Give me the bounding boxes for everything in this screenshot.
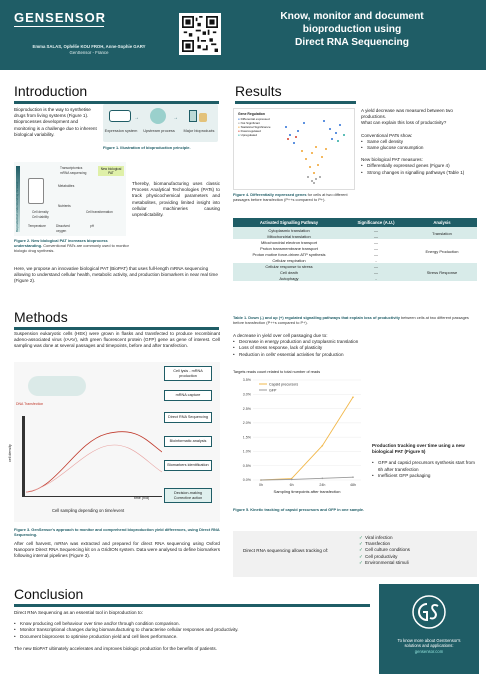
y-tick-label: 2.5% bbox=[242, 406, 251, 411]
logo-underline bbox=[14, 26, 104, 27]
cta-line-1: To know more about GenSensor's bbox=[397, 638, 461, 643]
legend-ns-label: Not Significant bbox=[240, 121, 260, 125]
legend-up: ● Upregulated bbox=[238, 133, 258, 137]
chart-title: Targets reads count related to total number of reads bbox=[233, 370, 321, 374]
list-item: • Loss of stress response, lack of plasticity bbox=[233, 345, 477, 351]
results-heading: Results bbox=[235, 83, 282, 99]
arrow-right-icon: → bbox=[134, 115, 139, 121]
fig2-axis-label: Bioproduction understanding increase bbox=[15, 181, 19, 232]
y-tick-label: 0.0% bbox=[242, 478, 251, 483]
list-item: • Strong changes in signalling pathways (Table 1) bbox=[361, 170, 476, 176]
fig2-label-viability: Cell viability bbox=[32, 215, 49, 219]
y-tick-label: 1.5% bbox=[242, 435, 251, 440]
fig2-label-cell-density: Cell density bbox=[32, 210, 49, 214]
data-point bbox=[291, 479, 293, 481]
x-tick-label: 24h bbox=[319, 483, 326, 487]
fig3-ylabel: cell density bbox=[8, 444, 12, 462]
list-item: • Inefficient GFP packaging bbox=[372, 473, 477, 479]
y-tick-label: 3.0% bbox=[242, 392, 251, 397]
gs-logo-icon bbox=[411, 594, 447, 630]
table-cell: Mitochondrial electron transport bbox=[233, 239, 345, 245]
affiliation: GenSensor - France bbox=[69, 50, 109, 55]
table-cell: Proton motive force-driven ATP synthesis bbox=[233, 251, 345, 257]
bioreactor-icon bbox=[150, 108, 166, 124]
introduction-section bbox=[14, 83, 219, 104]
results-new-pat-title: New biological PAT measures: bbox=[361, 157, 423, 163]
list-item: ✓ Cell productivity bbox=[359, 554, 469, 560]
conclusion-body bbox=[14, 610, 370, 652]
list-item: • Decrease in energy production and cytoplasmic translation bbox=[233, 339, 477, 345]
list-item: • Know producing cell behaviour over time and/or through condition comparison. bbox=[14, 621, 370, 627]
list-item: • Same glucose consumption bbox=[361, 145, 476, 151]
fig2-label-ph: pH bbox=[90, 224, 95, 228]
conclusion-rule bbox=[14, 604, 370, 607]
capsule-icon bbox=[199, 113, 207, 122]
fig2-caption-title: Figure 2. New biological PAT increases bioprocess understanding. bbox=[14, 238, 108, 248]
decrease-list bbox=[233, 339, 477, 358]
title-line-2: bioproduction using bbox=[302, 24, 402, 35]
y-tick-label: 3.5% bbox=[242, 378, 251, 383]
figure-5-chart bbox=[233, 370, 367, 504]
table-cell: — bbox=[345, 227, 407, 233]
pipeline-step-lysis: Cell lysis - mRNA production bbox=[164, 366, 212, 381]
tracking-list bbox=[372, 460, 477, 479]
fig1-caption-title: Figure 1. Illustration of bioproduction principle. bbox=[103, 145, 191, 150]
fig4-caption-title: Figure 4. Differentially expressed genes bbox=[233, 192, 307, 197]
methods-paragraph-2: After cell harvest, mRNA was extracted and prepared for direct RNA sequencing using Oxford Nanopore Direct RNA Sequencing kit on a GridION system. Data were analysed to define biomarkers following internal pipelines (Figure 3). bbox=[14, 541, 220, 559]
table-cell: Cytoplasmic translation bbox=[233, 227, 345, 233]
fig2-caption-text: Conventional PATs are commonly used to monitor biologic drug synthesis. bbox=[14, 243, 129, 253]
methods-section bbox=[14, 285, 219, 330]
results-section bbox=[235, 83, 356, 104]
cta-line-2: solutions and applications: bbox=[404, 643, 454, 649]
conclusion-section bbox=[14, 586, 370, 607]
flask-icon bbox=[28, 178, 44, 204]
qr-code-icon bbox=[182, 16, 218, 52]
fig1-label-expression: Expression system bbox=[104, 128, 138, 133]
table-cell: - bbox=[345, 275, 407, 281]
tracking-title: Production tracking over time using a new biological PAT (Figure 5) bbox=[372, 443, 465, 455]
fig2-label-transcriptomics: Transcriptomics mRNA sequencing bbox=[60, 166, 87, 175]
title-line-1: Know, monitor and document bbox=[280, 11, 424, 22]
data-point bbox=[352, 476, 354, 478]
fig3-xlabel: time (h/d) bbox=[134, 496, 150, 500]
legend-stat-label: Statistical Significance bbox=[240, 125, 271, 129]
results-line-2: What can explain this loss of productivity? bbox=[361, 120, 447, 126]
x-tick-label: 6h bbox=[289, 483, 294, 487]
x-tick-label: 0h bbox=[259, 483, 263, 487]
y-tick-label: 2.0% bbox=[242, 421, 251, 426]
intro-paragraph-2: Thereby, biomanufacturing uses classic Process Analytical Technologies (PATs) to track physicochemical parameters and metabolites, providing limited insight into cellular machineries causing unpredictability. bbox=[132, 181, 220, 218]
legend-statistical: ● Statistical Significance bbox=[238, 125, 271, 129]
authors: Emma SALAS, Ophélie KOU FROH, Anne-Sophie GARY bbox=[32, 44, 146, 49]
allows-text: Direct RNA sequencing allows tracking of: bbox=[243, 548, 329, 553]
conclusion-heading: Conclusion bbox=[14, 586, 84, 602]
decrease-intro: A decrease in yield over cell passaging due to: bbox=[233, 333, 328, 338]
pipeline-step-biomarkers: Biomarkers identification bbox=[164, 460, 212, 471]
gensensor-logo: GENSENSOR bbox=[14, 10, 107, 25]
data-point bbox=[260, 479, 262, 481]
pipeline-step-decision: Decision-making Corrective action bbox=[164, 488, 212, 503]
table-cell-analysis: Energy Production bbox=[407, 239, 477, 263]
volcano-legend-title: Gene Regulation bbox=[238, 112, 265, 116]
pipeline-step-bioinformatics: Bioinformatic analysis bbox=[164, 436, 212, 447]
cta-url-link[interactable]: gensensor.com bbox=[414, 648, 444, 654]
legend-differential: ● Differential expressed bbox=[238, 117, 270, 121]
list-item: • GFP and capsid precursors synthesis start from 6h after transfection bbox=[372, 460, 477, 472]
fig5-caption-title: Figure 5. Kinetic tracking of capsid precursors and GFP in one sample. bbox=[233, 507, 365, 512]
list-item: • Same cell density bbox=[361, 139, 476, 145]
pipeline-step-sequencing: Direct RNA Sequencing bbox=[164, 412, 212, 423]
fig2-label-metabolites: Metabolites bbox=[58, 184, 75, 188]
results-conventional-title: Conventional PATs show: bbox=[361, 132, 413, 138]
fig4-caption-text: for cells at two different passages before transfection (P++s compared to P+). bbox=[233, 192, 348, 202]
fig3-caption-title: Figure 3. GenSensor's approach to monitor and comprehend bioproduction yield differences, using Direct RNA Sequencing. bbox=[14, 527, 220, 537]
volcano-legend bbox=[238, 117, 271, 137]
figure-3-caption bbox=[14, 527, 220, 537]
figure-4-caption bbox=[233, 192, 357, 202]
conclusion-intro: Direct RNA Sequencing as an essential tool in bioproduction to: bbox=[14, 610, 143, 615]
table-cell: — bbox=[345, 233, 407, 239]
table-cell-analysis: Translation bbox=[407, 227, 477, 239]
list-item: • Document bioprocess to optimise production yield and cell lines performance. bbox=[14, 634, 370, 640]
allows-list bbox=[359, 535, 469, 566]
fig3-sampling-label: Cell sampling depending on time/event bbox=[52, 508, 125, 513]
figure-3 bbox=[8, 362, 220, 522]
legend-down-label: Downregulated bbox=[240, 129, 261, 133]
qr-code[interactable] bbox=[179, 13, 221, 55]
table-header-significance: Significance (A.U.) bbox=[345, 218, 407, 227]
list-item: ✓ Environmental stimuli bbox=[359, 560, 469, 566]
data-point bbox=[322, 477, 324, 479]
figure-4-volcano-plot bbox=[233, 108, 355, 190]
table-cell: Cell death bbox=[233, 269, 345, 275]
data-point bbox=[352, 396, 354, 398]
methods-paragraph-1: Suspension eukaryotic cells (HEK) were grown in flasks and transfected to produce recombinant adeno-associated virus (rAAV), with green fluorescent protein (GFP) gene as gene of interest. Cell sampling was done at several passages and timepoints, before and after transfection. bbox=[14, 331, 220, 349]
conclusion-final: The new BioPAT ultimately accelerates and improves biologic production for the benefits of patients. bbox=[14, 645, 217, 651]
table-cell-analysis: Stress Response bbox=[407, 263, 477, 281]
table-1-caption bbox=[233, 315, 477, 325]
conventional-pat-list bbox=[361, 139, 476, 151]
drug-vial-icon bbox=[189, 110, 197, 122]
figure-1-caption bbox=[103, 145, 218, 150]
fig1-label-bioproducts: Major bioproducts bbox=[183, 128, 215, 133]
methods-heading: Methods bbox=[14, 309, 68, 325]
intro-paragraph-1: Bioproduction is the way to synthetise drugs from living systems (Figure 1). Bioprocesses development and monitoring is a challenge due to inherent biological variability. bbox=[14, 107, 97, 137]
legend-differential-label: Differential expressed bbox=[240, 117, 270, 121]
legend-up-label: Upregulated bbox=[240, 133, 258, 137]
y-tick-label: 1.0% bbox=[242, 449, 251, 454]
table-cell: Proton transmembrane transport bbox=[233, 245, 345, 251]
signalling-table bbox=[233, 218, 477, 281]
arrow-right-icon: → bbox=[173, 115, 178, 121]
data-point bbox=[322, 445, 324, 447]
figure-2 bbox=[14, 162, 126, 236]
intro-paragraph-3: Here, we propose an innovative biological PAT (BioPAT) that uses full-length mRNA sequencing allowing to understand cellular health, metabolic activity, and production biomarkers in near real time (Figure 2). bbox=[14, 266, 218, 284]
x-tick-label: 48h bbox=[350, 483, 356, 487]
figure-1 bbox=[103, 104, 218, 142]
table-header-analysis: Analysis bbox=[407, 218, 477, 227]
table-cell: Mitochondrial translation bbox=[233, 233, 345, 239]
y-tick-label: 0.5% bbox=[242, 463, 251, 468]
figure-5-caption bbox=[233, 507, 367, 512]
results-findings bbox=[361, 108, 476, 176]
table-header-pathway: Activated Signalling Pathway bbox=[233, 218, 345, 227]
gensensor-cta-panel[interactable] bbox=[379, 584, 479, 674]
table-cell: — bbox=[345, 263, 407, 269]
poster-title bbox=[236, 10, 468, 49]
series-line bbox=[261, 477, 353, 480]
volcano-points bbox=[274, 113, 354, 187]
results-line-1: A yield decrease was measured between two productions. bbox=[361, 108, 453, 120]
methods-rule bbox=[14, 327, 219, 330]
list-item: • Monitor transcriptional changes during biomanufacturing to characterise cellular responses and productivity. bbox=[14, 627, 370, 633]
table-cell: Cellular respiration bbox=[233, 257, 345, 263]
conclusion-list bbox=[14, 621, 370, 640]
fig2-label-temperature: Temperature bbox=[28, 224, 46, 228]
title-line-3: Direct RNA Sequencing bbox=[295, 37, 409, 48]
table-cell: — bbox=[345, 269, 407, 275]
table-caption-title: Table 1. Down (-) and up (+) regulated signalling pathways that explain loss of productivity bbox=[233, 315, 400, 320]
x-axis-label: Sampling timepoints after transfection bbox=[273, 489, 341, 494]
list-item: ✓ Cell culture conditions bbox=[359, 547, 469, 553]
table-cell: Autophagy bbox=[233, 275, 345, 281]
legend-not-significant: ● Not Significant bbox=[238, 121, 260, 125]
pipeline bbox=[164, 362, 214, 518]
fig2-label-new-pat: New biological PAT bbox=[98, 166, 124, 176]
fig2-label-oxygen: Dissolved oxygen bbox=[56, 224, 70, 233]
growth-curve bbox=[26, 422, 162, 496]
table-cell: - bbox=[345, 257, 407, 263]
table-cell: — bbox=[345, 251, 407, 257]
table-cell: Cellular response to stress bbox=[233, 263, 345, 269]
cell-cluster-icon bbox=[28, 376, 86, 396]
list-item: • Differentially expressed genes (Figure 4) bbox=[361, 163, 476, 169]
legend-label: GFP bbox=[269, 388, 277, 393]
tracking-block bbox=[372, 443, 477, 479]
pipeline-step-capture: mRNA capture bbox=[164, 390, 212, 401]
cell-icon bbox=[109, 110, 131, 122]
table-header-row bbox=[233, 218, 477, 227]
list-item: ✓ Transfection bbox=[359, 541, 469, 547]
fig3-transfection-label: DNA Transfection bbox=[16, 402, 44, 406]
introduction-heading: Introduction bbox=[14, 83, 88, 99]
list-item: ✓ Viral infection bbox=[359, 535, 469, 541]
line-chart bbox=[233, 376, 367, 500]
decrease-block bbox=[233, 333, 477, 358]
legend-down: ● Downregulated bbox=[238, 129, 261, 133]
fig1-label-upstream: Upstream process bbox=[143, 128, 175, 133]
table-cell: — bbox=[345, 239, 407, 245]
series-line bbox=[261, 397, 353, 480]
tracking-box bbox=[233, 531, 477, 577]
y-axis bbox=[22, 416, 25, 496]
table-caption-text: between cells at two different passages before transfection (P++s compared to P+). bbox=[233, 315, 469, 325]
legend-label: Capsid precursors bbox=[269, 382, 299, 387]
results-rule bbox=[235, 101, 356, 104]
fig2-label-nutrients: Nutrients bbox=[58, 204, 71, 208]
cta-text bbox=[379, 638, 479, 654]
figure-2-caption bbox=[14, 238, 129, 253]
list-item: • Reduction in cells' essential activities for production bbox=[233, 352, 477, 358]
table-cell: — bbox=[345, 245, 407, 251]
table-1 bbox=[233, 218, 477, 281]
authors-block bbox=[14, 44, 164, 56]
new-pat-list bbox=[361, 163, 476, 175]
fig2-label-transformation: Cell transformation bbox=[86, 210, 113, 214]
